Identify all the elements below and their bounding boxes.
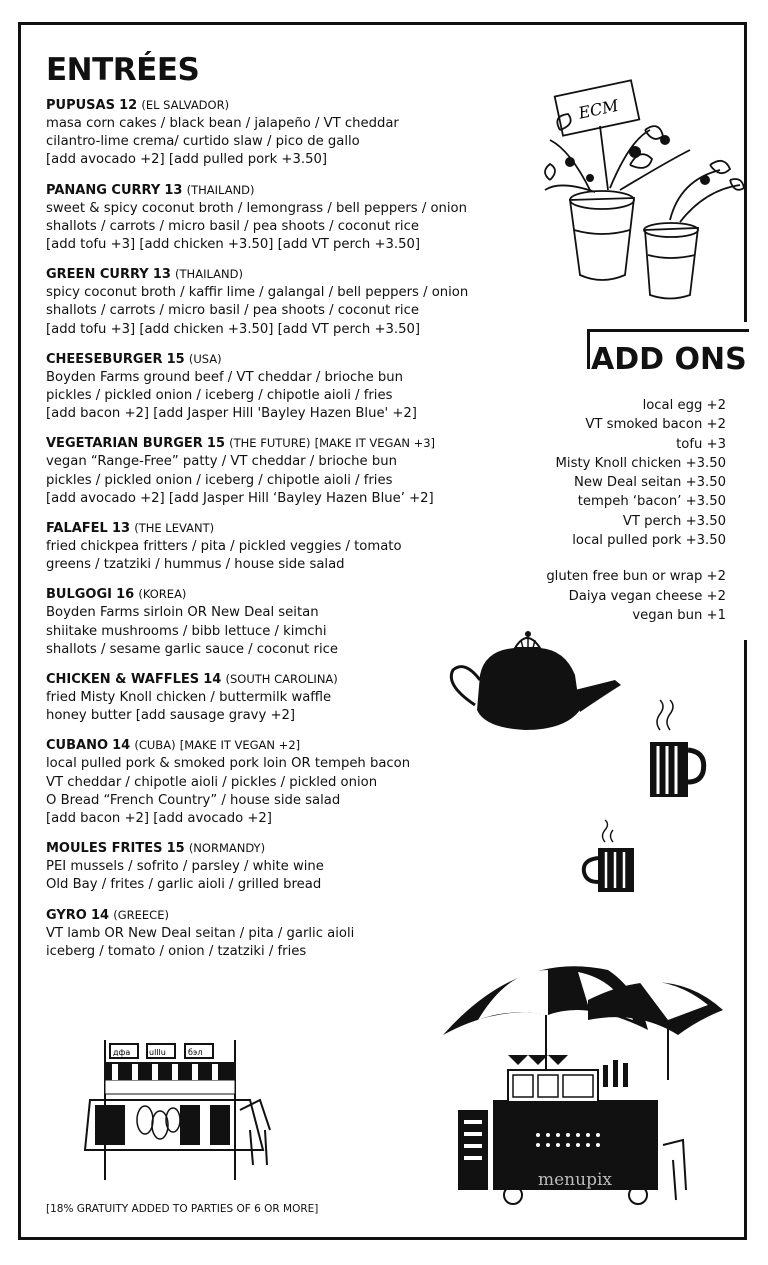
entrees-heading: ENTRÉES [46,52,200,88]
menu-item-origin: (NORMANDY) [188,841,266,856]
menu-item-name: FALAFEL [46,521,108,537]
menu-item-note: [MAKE IT VEGAN +2] [179,738,301,753]
menu-item-name: CUBANO [46,738,108,754]
addon-item: VT perch +3.50 [622,513,726,529]
menu-item-description: Boyden Farms ground beef / VT cheddar / brioche bun [46,369,404,385]
menu-item-origin: (THAILAND) [175,267,243,282]
menu-item-price: 13 [164,182,183,198]
menu-item-price: 13 [111,521,131,537]
addon-item: VT smoked bacon +2 [585,417,726,433]
menu-item-name: MOULES FRITES [46,841,163,857]
menu-item [46,519,566,574]
addon-item: New Deal seitan +3.50 [573,475,726,491]
menu-item-description: local pulled pork & smoked pork loin OR tempeh bacon [46,756,411,772]
menu-item-heading [46,434,566,453]
menu-item-heading [46,265,566,284]
addon-item: tempeh ‘bacon’ +3.50 [577,494,726,510]
menu-item-description: vegan “Range-Free” patty / VT cheddar / brioche bun [46,454,397,470]
menu-item-heading [46,96,566,115]
menu-item-description: pickles / pickled onion / iceberg / chipotle aioli / fries [46,388,393,404]
menu-item-note: [MAKE IT VEGAN +3] [314,436,436,451]
addon-spacer [546,550,726,567]
menu-item-origin: (THE LEVANT) [134,521,215,536]
menu-item-description: shallots / carrots / micro basil / pea shoots / coconut rice [46,218,419,234]
menu-item [46,906,566,961]
menu-item [46,181,566,255]
menu-item-name: GYRO [46,907,87,923]
steaming-mug-illustration [645,700,715,800]
menu-item-name: CHEESEBURGER [46,351,163,367]
addon-item: gluten free bun or wrap +2 [546,569,726,585]
menu-item [46,96,566,170]
menu-item-name: BULGOGI [46,587,112,603]
menu-item-price: 12 [119,98,138,113]
menu-item-heading [46,906,566,925]
menu-item-price: 14 [203,672,222,688]
addons-box-top-border [587,329,749,332]
menu-item-heading [46,181,566,200]
menu-item-description: shallots / carrots / micro basil / pea shoots / coconut rice [46,303,419,319]
frame-right-border-bottom [744,640,747,1240]
flower-buckets-illustration [530,70,755,300]
menu-item-origin: (THE FUTURE) [229,436,311,451]
menu-item-description: greens / tzatziki / hummus / house side salad [46,557,345,573]
addon-item: Daiya vegan cheese +2 [568,588,726,604]
menu-item-origin: (USA) [188,351,222,366]
menu-item-description: fried chickpea fritters / pita / pickled veggies / tomato [46,539,402,555]
addon-item: local egg +2 [642,398,726,413]
menu-item-description: pickles / pickled onion / iceberg / chipotle aioli / fries [46,472,393,488]
menu-item-origin: (KOREA) [138,587,187,602]
addon-item: tofu +3 [676,436,726,452]
market-stall-illustration [85,1040,280,1185]
menu-item-description: [add tofu +3] [add chicken +3.50] [add VT perch +3.50] [46,237,421,253]
addons-box-left-border [587,329,590,369]
sign-text: ECM [576,95,621,123]
menu-item-description: shiitake mushrooms / bibb lettuce / kimchi [46,623,327,639]
menu-item-description: O Bread “French Country” / house side salad [46,792,341,808]
menu-item-origin: (GREECE) [113,907,169,922]
addon-item: local pulled pork +3.50 [572,533,726,549]
addons-heading: ADD ONS [591,342,747,377]
menu-item-description: masa corn cakes / black bean / jalapeño / VT cheddar [46,116,399,131]
addon-item: vegan bun +1 [632,607,726,623]
menu-item-description: VT lamb OR New Deal seitan / pita / garlic aioli [46,925,355,941]
menu-item-description: [add bacon +2] [add avocado +2] [46,811,272,827]
menu-item-name: PANANG CURRY [46,182,161,198]
menu-item-name: PUPUSAS [46,98,115,113]
menu-item-origin: (THAILAND) [186,182,255,197]
menu-item [46,350,566,424]
menu-item-price: 14 [112,738,131,754]
gratuity-note: [18% GRATUITY ADDED TO PARTIES OF 6 OR MORE] [46,1203,319,1215]
menu-item-description: spicy coconut broth / kaffir lime / galangal / bell peppers / onion [46,285,469,301]
entrees-list [46,96,566,972]
menu-item-description: Old Bay / frites / garlic aioli / grilled bread [46,877,322,893]
menu-item-name: GREEN CURRY [46,267,149,283]
menu-item [46,736,566,828]
addon-item: Misty Knoll chicken +3.50 [555,455,726,471]
menu-item [46,434,566,508]
menu-item-price: 15 [166,351,185,367]
menu-item-description: [add bacon +2] [add Jasper Hill 'Bayley Hazen Blue' +2] [46,406,417,422]
menu-item-origin: (CUBA) [134,738,176,753]
teapot-illustration [445,630,625,740]
market-sign-1: дфа [113,1048,131,1057]
menu-item-origin: (SOUTH CAROLINA) [225,672,338,687]
menu-item-description: honey butter [add sausage gravy +2] [46,708,296,724]
menu-item-name: VEGETARIAN BURGER [46,436,203,452]
menu-item [46,265,566,339]
menu-item-description: [add tofu +3] [add chicken +3.50] [add VT perch +3.50] [46,321,421,337]
menu-item-price: 15 [206,436,225,452]
menu-item-price: 15 [166,841,185,857]
menu-item-description: PEI mussels / sofrito / parsley / white wine [46,859,324,875]
menu-item-description: VT cheddar / chipotle aioli / pickles / pickled onion [46,774,378,790]
market-sign-3: бэл [188,1048,203,1057]
market-sign-2: ulllu [149,1048,166,1057]
menu-item [46,839,566,894]
menu-item-description: Boyden Farms sirloin OR New Deal seitan [46,605,319,621]
menu-item-price: 13 [152,267,171,283]
menu-item-heading [46,350,566,369]
menu-item-description: cilantro-lime crema/ curtido slaw / pico de gallo [46,134,360,150]
menu-item-origin: (EL SALVADOR) [141,98,230,112]
menu-item-heading [46,839,566,858]
menu-item-price: 16 [116,587,135,603]
small-mug-illustration [580,820,640,895]
menu-item-heading [46,585,566,604]
menu-item-description: [add avocado +2] [add Jasper Hill ‘Bayley Hazen Blue’ +2] [46,490,434,506]
menu-item-description: iceberg / tomato / onion / tzatziki / fries [46,943,307,959]
addons-list [546,396,726,625]
menu-item-description: [add avocado +2] [add pulled pork +3.50] [46,152,327,168]
menu-item-name: CHICKEN & WAFFLES [46,672,200,688]
menupix-watermark: menupix [538,1170,612,1190]
menu-item-description: shallots / sesame garlic sauce / coconut rice [46,641,338,657]
menu-item-price: 14 [91,907,110,923]
menu-item-heading [46,519,566,538]
menu-item-description: sweet & spicy coconut broth / lemongrass / bell peppers / onion [46,200,467,216]
menu-item-description: fried Misty Knoll chicken / buttermilk waffle [46,690,332,706]
